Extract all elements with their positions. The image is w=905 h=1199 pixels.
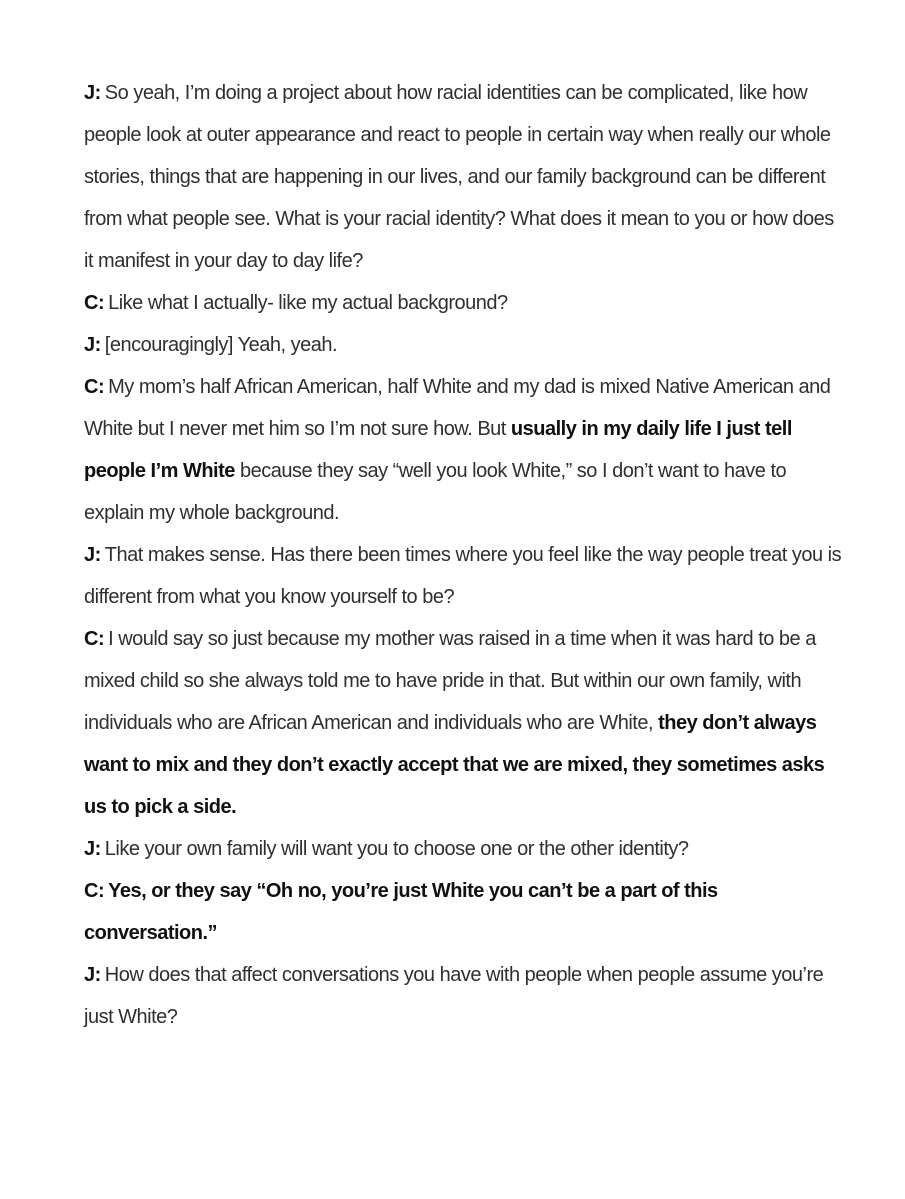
dialogue-paragraph [84,954,844,1038]
dialogue-text: because they say “well you look White,” so I don’t want to have to explain my whole background. [84,460,787,524]
dialogue-text: My mom’s half African American, half White and my dad is mixed Native American and White but I never met him so I’m not sure how. But [84,376,831,440]
dialogue-paragraph [84,282,844,324]
dialogue-paragraph [84,870,844,954]
speaker-label: J: [84,838,101,860]
speaker-label: C: [84,376,105,398]
dialogue-text: [encouragingly] Yeah, yeah. [104,334,338,356]
dialogue-text: Like your own family will want you to choose one or the other identity? [104,838,689,860]
dialogue-text: So yeah, I’m doing a project about how racial identities can be complicated, like how people look at outer appearance and react to people in certain way when really our whole stories, things that are happening in our lives, and our family background can be different from what people see. What is your racial identity? What does it mean to you or how does it manifest in your day to day life? [84,82,834,272]
dialogue-text: How does that affect conversations you have with people when people assume you’re just White? [84,964,824,1028]
dialogue-paragraph [84,72,844,282]
speaker-label: C: [84,880,105,902]
speaker-label: J: [84,544,101,566]
dialogue-text: Like what I actually- like my actual background? [108,292,508,314]
dialogue-paragraph [84,534,844,618]
dialogue-paragraph [84,366,844,534]
speaker-label: J: [84,964,101,986]
dialogue-paragraph [84,618,844,828]
speaker-label: C: [84,628,105,650]
dialogue-text: I would say so just because my mother was raised in a time when it was hard to be a mixed child so she always told me to have pride in that. But within our own family, with individuals who are African American and individuals who are White, [84,628,816,734]
transcript-page [84,72,844,1038]
emphasized-quote: they don’t always want to mix and they don’t exactly accept that we are mixed, they sometimes asks us to pick a side. [84,712,825,818]
dialogue-paragraph [84,324,844,366]
speaker-label: J: [84,82,101,104]
dialogue-text: That makes sense. Has there been times where you feel like the way people treat you is different from what you know yourself to be? [84,544,842,608]
emphasized-quote: usually in my daily life I just tell people I’m White [84,418,792,482]
speaker-label: J: [84,334,101,356]
emphasized-quote: Yes, or they say “Oh no, you’re just White you can’t be a part of this conversation.” [84,880,718,944]
speaker-label: C: [84,292,105,314]
dialogue-paragraph [84,828,844,870]
